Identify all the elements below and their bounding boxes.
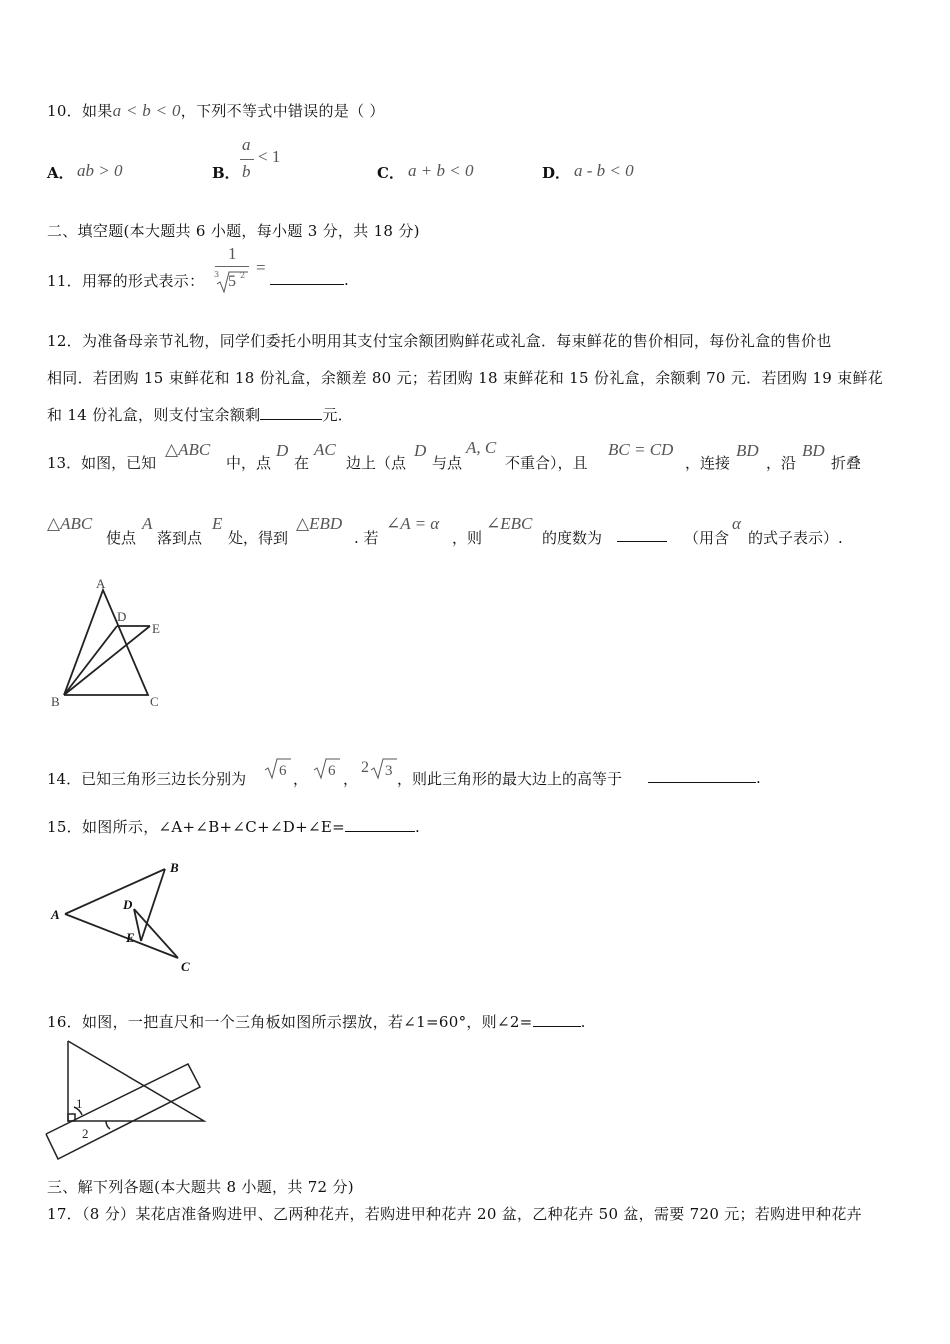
q16-stem: 16．如图，一把直尺和一个三角板如图所示摆放，若∠1=60°，则∠2= . <box>47 1013 586 1031</box>
q10-option-c-label: C． <box>377 164 404 182</box>
q13-m11: E <box>212 514 223 533</box>
q12-line-1: 12．为准备母亲节礼物，同学们委托小明用其支付宝余额团购鲜花或礼盒．每束鲜花的售价相同，每份礼盒的售价也 <box>47 332 832 350</box>
section-2-heading: 二、填空题(本大题共 6 小题，每小题 3 分，共 18 分) <box>47 222 420 240</box>
section-3-heading: 三、解下列各题(本大题共 8 小题，共 72 分) <box>47 1178 354 1196</box>
fig15-label-c: C <box>181 959 190 974</box>
q14-stem: 14．已知三角形三边长分别为 <box>47 770 247 788</box>
q12-answer-blank[interactable] <box>260 405 322 420</box>
q11-answer-blank[interactable]: . <box>270 270 349 289</box>
q13-t2: 中，点 <box>226 454 272 472</box>
q13-t8: ，沿 <box>766 454 797 472</box>
q13-t4: 边上（点 <box>346 454 407 472</box>
fig16-angle-1: 1 <box>76 1096 83 1111</box>
q10-option-b-den: b <box>242 162 251 181</box>
fig15-label-d: D <box>123 897 133 912</box>
q13-m5: A, C <box>466 438 497 457</box>
fig13-label-e: E <box>152 621 160 636</box>
q13-m7: BD <box>736 441 759 460</box>
fig13-label-d: D <box>117 609 127 624</box>
q11-stem: 11．用幂的形式表示： <box>47 272 205 290</box>
q10-option-b-num: a <box>242 135 251 154</box>
figure-15 <box>45 855 205 980</box>
q11-frac-num: 1 <box>228 244 237 263</box>
q13-t11: 落到点 <box>157 529 203 547</box>
figure-13 <box>40 570 180 715</box>
q14-sqrt-3 <box>370 757 398 781</box>
q11-root-index: 3 <box>214 270 220 279</box>
figure-16 <box>40 1035 220 1165</box>
fig15-label-a: A <box>51 907 60 922</box>
fig13-label-c: C <box>150 694 159 709</box>
q13-answer-blank[interactable] <box>617 527 667 546</box>
fig13-label-a: A <box>96 576 106 591</box>
q13-num: 13．如图，已知 <box>47 454 157 472</box>
q10-option-a-expr: ab > 0 <box>77 161 123 180</box>
q10-option-a-label: A． <box>47 164 74 182</box>
q14-stem-2: ，则此三角形的最大边上的高等于 <box>397 770 623 788</box>
q13-t7: ，连接 <box>685 454 731 472</box>
q13-t6: 不重合），且 <box>505 454 588 472</box>
q14-sep-2: ， <box>343 770 359 788</box>
q13-t16: （用含 <box>684 529 730 547</box>
q13-m2: D <box>276 441 289 460</box>
q12-line-3: 和 14 份礼盒，则支付宝余额剩 元． <box>47 406 354 424</box>
q13-m4: D <box>414 441 427 460</box>
q13-m1: △ABC <box>165 440 211 459</box>
q14-sep-1: ， <box>293 770 309 788</box>
q10-option-d-expr: a - b < 0 <box>574 161 634 180</box>
fig13-label-b: B <box>51 694 60 709</box>
q11-exponent: 2 <box>240 271 246 280</box>
q12-line-2: 相同．若团购 15 束鲜花和 18 份礼盒，余额差 80 元；若团购 18 束鲜花和 15 份礼盒，余额剩 70 元．若团购 19 束鲜花 <box>47 369 884 387</box>
q10-option-d-label: D． <box>542 164 571 182</box>
q10-option-b-frac-bar <box>240 159 254 160</box>
fig15-label-e: E <box>126 930 135 945</box>
q15-stem: 15．如图所示，∠A+∠B+∠C+∠D+∠E= . <box>47 818 421 836</box>
q13-m8: BD <box>802 441 825 460</box>
svg-text:6: 6 <box>328 763 336 779</box>
q17-stem: 17．（8 分）某花店准备购进甲、乙两种花卉，若购进甲种花卉 20 盆，乙种花卉 50 盆，需要 720 元；若购进甲种花卉 <box>47 1205 862 1223</box>
q10-option-c-expr: a + b < 0 <box>408 161 474 180</box>
q16-answer-blank[interactable] <box>533 1012 581 1027</box>
q14-coef: 2 <box>361 759 369 776</box>
q14-answer-blank[interactable]: . <box>648 768 761 787</box>
q13-m16: α <box>732 514 741 533</box>
q13-t15: 的度数为 <box>542 529 603 547</box>
q13-m9: △ABC <box>47 514 93 533</box>
q14-sqrt-1 <box>264 757 292 781</box>
q13-t14: ，则 <box>452 529 483 547</box>
svg-text:6: 6 <box>279 763 287 779</box>
q13-t3: 在 <box>294 454 310 472</box>
q10-option-b-label: B． <box>212 164 240 182</box>
q11-equals: = <box>256 258 266 277</box>
q13-m14: ∠EBC <box>486 514 533 533</box>
q13-t9: 折叠 <box>831 454 862 472</box>
fig15-label-b: B <box>170 860 179 875</box>
q13-m3: AC <box>314 440 336 459</box>
q11-frac-bar <box>215 266 249 267</box>
q15-answer-blank[interactable] <box>345 817 415 832</box>
q13-t10: 使点 <box>106 529 137 547</box>
svg-text:3: 3 <box>385 763 393 779</box>
q13-t12: 处，得到 <box>228 529 289 547</box>
q13-m13: ∠A = α <box>386 514 440 533</box>
q13-t5: 与点 <box>432 454 463 472</box>
q10-stem: 10．如果a < b < 0，下列不等式中错误的是（ ） <box>47 101 385 120</box>
q13-t17: 的式子表示）. <box>748 529 843 547</box>
q10-option-b-rel: < 1 <box>258 147 281 166</box>
q11-radicand: 5 <box>228 273 236 290</box>
q13-t13: . 若 <box>354 529 379 547</box>
q13-m10: A <box>142 514 153 533</box>
q13-m12: △EBD <box>296 514 343 533</box>
q14-sqrt-2 <box>313 757 341 781</box>
q13-m6: BC = CD <box>608 440 674 459</box>
fig16-angle-2: 2 <box>82 1126 89 1141</box>
